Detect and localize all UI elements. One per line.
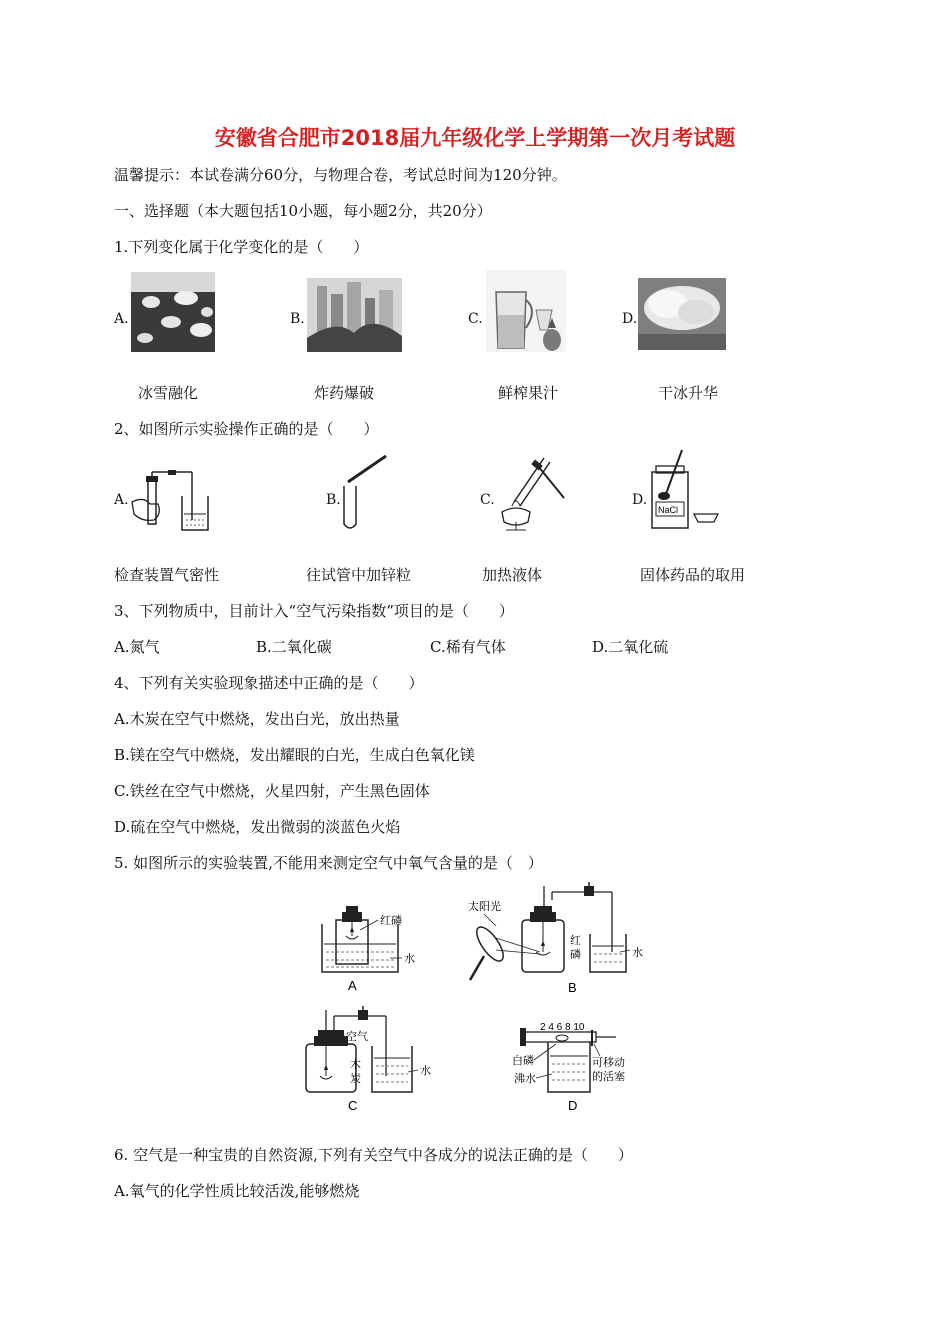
exam-tip: 温馨提示：本试卷满分60分，与物理合卷，考试总时间为120分钟。	[114, 166, 567, 184]
apparatus-c	[306, 1006, 431, 1113]
q4-option-c: C.铁丝在空气中燃烧，火星四射，产生黑色固体	[114, 782, 430, 800]
q6-option-a: A.氧气的化学性质比较活泼,能够燃烧	[114, 1182, 360, 1200]
airtightness-check-diagram	[124, 470, 214, 534]
q4-option-b: B.镁在空气中燃烧，发出耀眼的白光，生成白色氧化镁	[114, 746, 475, 764]
svg-text:磷: 磷	[570, 949, 581, 961]
solid-reagent-diagram	[644, 448, 724, 534]
svg-text:C: C	[348, 1098, 358, 1113]
heat-liquid-diagram	[494, 452, 574, 532]
q2-option-c-letter: C.	[480, 492, 495, 508]
apparatus-d	[512, 1022, 625, 1113]
q2-option-b-caption: 往试管中加锌粒	[306, 566, 412, 584]
q1-option-c-caption: 鲜榨果汁	[498, 384, 559, 402]
q1-option-b-caption: 炸药爆破	[314, 384, 375, 402]
oxygen-measurement-figure	[300, 880, 650, 1120]
svg-text:木: 木	[350, 1059, 361, 1071]
section-heading: 一、选择题（本大题包括10小题，每小题2分，共20分）	[114, 202, 492, 220]
question-3-stem: 3、下列物质中，目前计入“空气污染指数”项目的是（ ）	[114, 602, 514, 620]
svg-text:水: 水	[404, 953, 415, 965]
q1-option-d-caption: 干冰升华	[658, 384, 719, 402]
q2-option-c-caption: 加热液体	[482, 566, 543, 584]
svg-text:太阳光: 太阳光	[468, 901, 501, 913]
svg-text:沸水: 沸水	[514, 1073, 536, 1085]
svg-text:空气: 空气	[346, 1031, 368, 1043]
dry-ice-photo	[638, 278, 726, 350]
q4-option-a: A.木炭在空气中燃烧，发出白光，放出热量	[114, 710, 400, 728]
q2-option-d-letter: D.	[632, 492, 648, 508]
melting-snow-photo	[131, 272, 215, 352]
svg-text:炭: 炭	[350, 1073, 361, 1085]
svg-text:可移动: 可移动	[592, 1057, 625, 1069]
svg-text:D: D	[568, 1098, 578, 1113]
apparatus-b	[468, 882, 643, 995]
q3-option-c: C.稀有气体	[430, 638, 506, 656]
q1-option-a-caption: 冰雪融化	[138, 384, 199, 402]
q2-option-a-letter: A.	[114, 492, 129, 508]
question-2-stem: 2、如图所示实验操作正确的是（ ）	[114, 420, 379, 438]
nacl-label: NaCl	[658, 505, 679, 515]
question-1-stem: 1.下列变化属于化学变化的是（ ）	[114, 238, 369, 256]
q1-option-a-letter: A.	[114, 311, 129, 327]
explosion-photo	[307, 278, 402, 352]
q1-option-d-letter: D.	[622, 311, 638, 327]
svg-text:A: A	[348, 978, 357, 993]
svg-text:2 4 6 8 10: 2 4 6 8 10	[540, 1022, 585, 1033]
apparatus-a	[322, 906, 415, 993]
q2-option-a-caption: 检查装置气密性	[114, 566, 220, 584]
svg-text:水: 水	[632, 947, 643, 959]
svg-text:水: 水	[420, 1065, 431, 1077]
svg-text:红: 红	[570, 935, 581, 947]
q2-option-d-caption: 固体药品的取用	[640, 566, 746, 584]
svg-text:的活塞: 的活塞	[592, 1071, 625, 1083]
question-6-stem: 6. 空气是一种宝贵的自然资源,下列有关空气中各成分的说法正确的是（ ）	[114, 1146, 633, 1164]
question-4-stem: 4、下列有关实验现象描述中正确的是（ ）	[114, 674, 424, 692]
q3-option-d: D.二氧化硫	[592, 638, 669, 656]
juice-photo	[486, 270, 566, 352]
svg-text:红磷: 红磷	[380, 915, 402, 927]
q1-option-b-letter: B.	[290, 311, 305, 327]
q1-option-c-letter: C.	[468, 311, 483, 327]
q3-option-a: A.氮气	[114, 638, 160, 656]
svg-text:白磷: 白磷	[512, 1055, 534, 1067]
q2-option-b-letter: B.	[326, 492, 341, 508]
question-5-stem: 5. 如图所示的实验装置,不能用来测定空气中氧气含量的是（ ）	[114, 854, 543, 872]
svg-text:B: B	[568, 980, 577, 995]
add-zinc-diagram	[336, 452, 396, 536]
page-title: 安徽省合肥市2018届九年级化学上学期第一次月考试题	[214, 126, 736, 150]
q4-option-d: D.硫在空气中燃烧，发出微弱的淡蓝色火焰	[114, 818, 401, 836]
q3-option-b: B.二氧化碳	[256, 638, 332, 656]
